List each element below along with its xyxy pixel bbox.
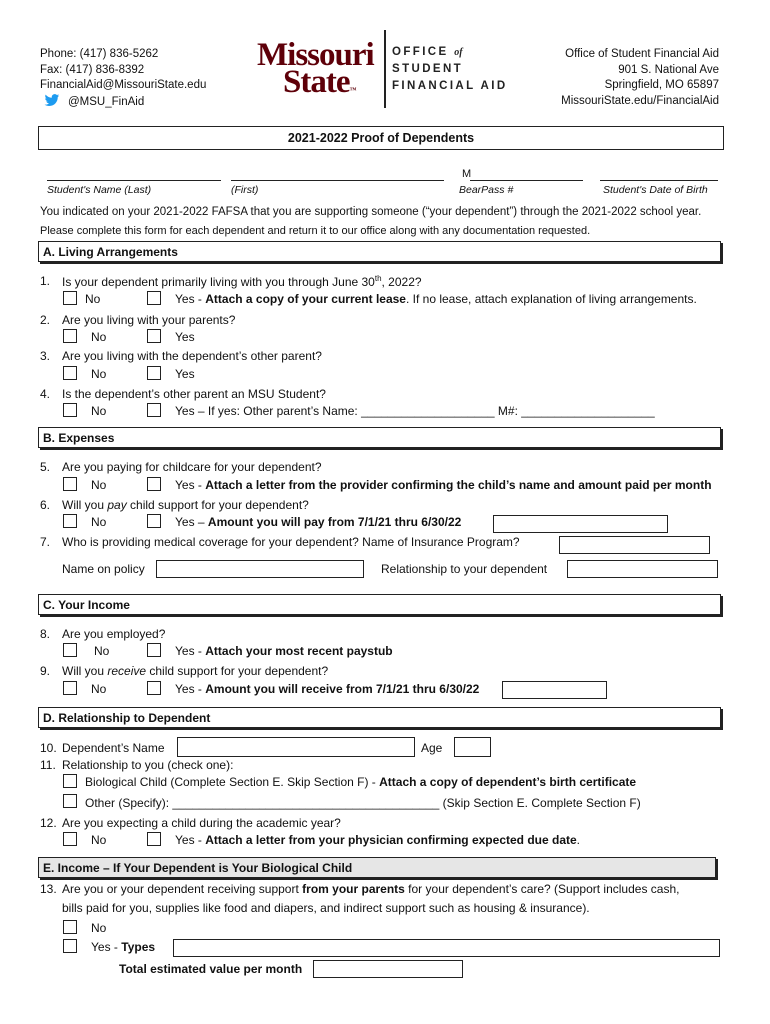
q3-yes-checkbox[interactable] [147, 366, 161, 380]
q13-no-checkbox[interactable] [63, 920, 77, 934]
q7-relationship-label: Relationship to your dependent [381, 562, 548, 576]
bearpass-field[interactable] [470, 180, 583, 181]
q8-yes-label: Yes - Attach your most recent paystub [175, 644, 393, 658]
q5-yes-label: Yes - Attach a letter from the provider confirming the child’s name and amount paid per month [175, 478, 712, 492]
form-title: 2021-2022 Proof of Dependents [38, 126, 724, 150]
fax: Fax: (417) 836-8392 [40, 63, 145, 76]
office-line-2: STUDENT [392, 63, 464, 75]
q13-types-input[interactable] [173, 939, 720, 957]
q6-amount-input[interactable] [493, 515, 668, 533]
q2-question: Are you living with your parents? [62, 313, 236, 327]
q10-age-label: Age [421, 741, 443, 755]
q12-yes-checkbox[interactable] [147, 832, 161, 846]
office-name: Office of Student Financial Aid [565, 48, 719, 60]
office-line-3: FINANCIAL AID [392, 80, 508, 92]
q4-yes-checkbox[interactable] [147, 403, 161, 417]
website-link[interactable]: MissouriState.edu/FinancialAid [561, 94, 719, 107]
section-d-header: D. Relationship to Dependent [38, 707, 721, 728]
q11-biological-label: Biological Child (Complete Section E. Skip Section F) - Attach a copy of dependent’s birth certificate [85, 775, 637, 789]
q5-number: 5. [40, 460, 51, 474]
bearpass-prefix: M [462, 168, 472, 180]
q5-question: Are you paying for childcare for your dependent? [62, 460, 322, 474]
dob-field[interactable] [600, 180, 718, 181]
q9-yes-label: Yes - Amount you will receive from 7/1/21 thru 6/30/22 [175, 682, 480, 696]
msu-logo [257, 37, 374, 104]
q3-yes-label: Yes [175, 367, 195, 381]
q11-number: 11. [40, 758, 56, 772]
street: 901 S. National Ave [618, 63, 719, 76]
q2-yes-checkbox[interactable] [147, 329, 161, 343]
q3-no-label: No [91, 367, 107, 381]
q13-number: 13. [40, 882, 57, 896]
q8-number: 8. [40, 627, 51, 641]
q12-no-label: No [91, 833, 107, 847]
q1-no-label: No [85, 292, 101, 306]
q12-question: Are you expecting a child during the academic year? [62, 816, 341, 830]
section-b-header: B. Expenses [38, 427, 721, 448]
contact-block [40, 47, 206, 110]
section-e-header: E. Income – If Your Dependent is Your Biological Child [38, 857, 716, 878]
q13-yes-label: Yes - Types [91, 940, 156, 954]
office-line-1: OFFICE of [392, 46, 463, 58]
student-first-name-field[interactable] [231, 180, 444, 181]
q10-name-input[interactable] [177, 737, 415, 757]
q11-biological-checkbox[interactable] [63, 774, 77, 788]
q6-no-label: No [91, 515, 107, 529]
intro-line-1: You indicated on your 2021-2022 FAFSA that you are supporting someone (“your dependent”) through the 2021-2022 school year. [40, 206, 702, 218]
q2-no-label: No [91, 330, 107, 344]
q4-yes-label: Yes – If yes: Other parent’s Name: ____________________ M#: ____________________ [175, 404, 655, 418]
dob-caption: Student's Date of Birth [603, 184, 708, 196]
q4-no-label: No [91, 404, 107, 418]
q9-yes-checkbox[interactable] [147, 681, 161, 695]
phone: Phone: (417) 836-5262 [40, 48, 159, 60]
q13-total-input[interactable] [313, 960, 463, 978]
q11-other-checkbox[interactable] [63, 794, 77, 808]
bearpass-caption: BearPass # [459, 184, 514, 196]
q10-number: 10. [40, 741, 57, 755]
student-last-name-field[interactable] [47, 180, 221, 181]
q1-yes-checkbox[interactable] [147, 291, 161, 305]
logo-line-1: Missouri [257, 37, 374, 73]
q1-no-checkbox[interactable] [63, 291, 77, 305]
email-link[interactable]: FinancialAid@MissouriState.edu [40, 79, 207, 91]
q3-no-checkbox[interactable] [63, 366, 77, 380]
q4-question: Is the dependent’s other parent an MSU Student? [62, 387, 326, 401]
address-block [561, 47, 719, 109]
q13-question-line-2: bills paid for you, supplies like food and diapers, and indirect support such as housing & insurance). [62, 901, 590, 915]
q12-no-checkbox[interactable] [63, 832, 77, 846]
q3-number: 3. [40, 349, 51, 363]
q6-question: Will you pay child support for your dependent? [62, 498, 309, 512]
twitter-icon [44, 94, 60, 107]
student-first-name-caption: (First) [231, 184, 259, 196]
q12-yes-label: Yes - Attach a letter from your physician confirming expected due date. [175, 833, 581, 847]
q9-amount-input[interactable] [502, 681, 607, 699]
q1-yes-label: Yes - Attach a copy of your current lease. If no lease, attach explanation of living arrangements. [175, 292, 697, 306]
q10-question: Dependent’s Name [62, 741, 165, 755]
q10-age-input[interactable] [454, 737, 491, 757]
q9-number: 9. [40, 664, 51, 678]
q1-number: 1. [40, 274, 51, 288]
q8-no-label: No [94, 644, 110, 658]
section-a-header: A. Living Arrangements [38, 241, 721, 262]
logo-line-2: State™ [283, 64, 357, 100]
q4-number: 4. [40, 387, 51, 401]
q13-total-label: Total estimated value per month [119, 962, 303, 976]
q5-yes-checkbox[interactable] [147, 477, 161, 491]
office-wordmark [392, 44, 508, 95]
q13-yes-checkbox[interactable] [63, 939, 77, 953]
city: Springfield, MO 65897 [604, 79, 719, 91]
q8-no-checkbox[interactable] [63, 643, 77, 657]
logo-divider [384, 30, 386, 108]
q7-policy-input[interactable] [156, 560, 364, 578]
student-last-name-caption: Student's Name (Last) [47, 184, 152, 196]
q8-yes-checkbox[interactable] [147, 643, 161, 657]
q4-no-checkbox[interactable] [63, 403, 77, 417]
q12-number: 12. [40, 816, 57, 830]
twitter-row[interactable] [40, 94, 206, 111]
intro-line-2: Please complete this form for each dependent and return it to our office along with any documentation requested. [40, 225, 591, 237]
q6-no-checkbox[interactable] [63, 514, 77, 528]
q1-question: Is your dependent primarily living with you through June 30th, 2022? [62, 274, 422, 289]
q8-question: Are you employed? [62, 627, 166, 641]
q9-no-checkbox[interactable] [63, 681, 77, 695]
q13-no-label: No [91, 921, 107, 935]
q7-number: 7. [40, 535, 51, 549]
q9-no-label: No [91, 682, 107, 696]
q11-other-label: Other (Specify): ________________________________________ (Skip Section E. Complete Section F) [85, 796, 641, 810]
q6-number: 6. [40, 498, 51, 512]
twitter-handle: @MSU_FinAid [68, 95, 145, 108]
q7-insurance-input[interactable] [559, 536, 710, 554]
q13-question: Are you or your dependent receiving support from your parents for your dependent’s care? (Support includes cash, [62, 882, 680, 896]
q5-no-label: No [91, 478, 107, 492]
q5-no-checkbox[interactable] [63, 477, 77, 491]
q3-question: Are you living with the dependent’s other parent? [62, 349, 322, 363]
q2-yes-label: Yes [175, 330, 195, 344]
q9-question: Will you receive child support for your dependent? [62, 664, 329, 678]
section-c-header: C. Your Income [38, 594, 721, 615]
q11-question: Relationship to you (check one): [62, 758, 234, 772]
q6-yes-label: Yes – Amount you will pay from 7/1/21 thru 6/30/22 [175, 515, 462, 529]
q6-yes-checkbox[interactable] [147, 514, 161, 528]
q7-policy-label: Name on policy [62, 562, 145, 576]
q2-number: 2. [40, 313, 51, 327]
q7-question: Who is providing medical coverage for your dependent? Name of Insurance Program? [62, 535, 520, 549]
q7-relationship-input[interactable] [567, 560, 718, 578]
q2-no-checkbox[interactable] [63, 329, 77, 343]
